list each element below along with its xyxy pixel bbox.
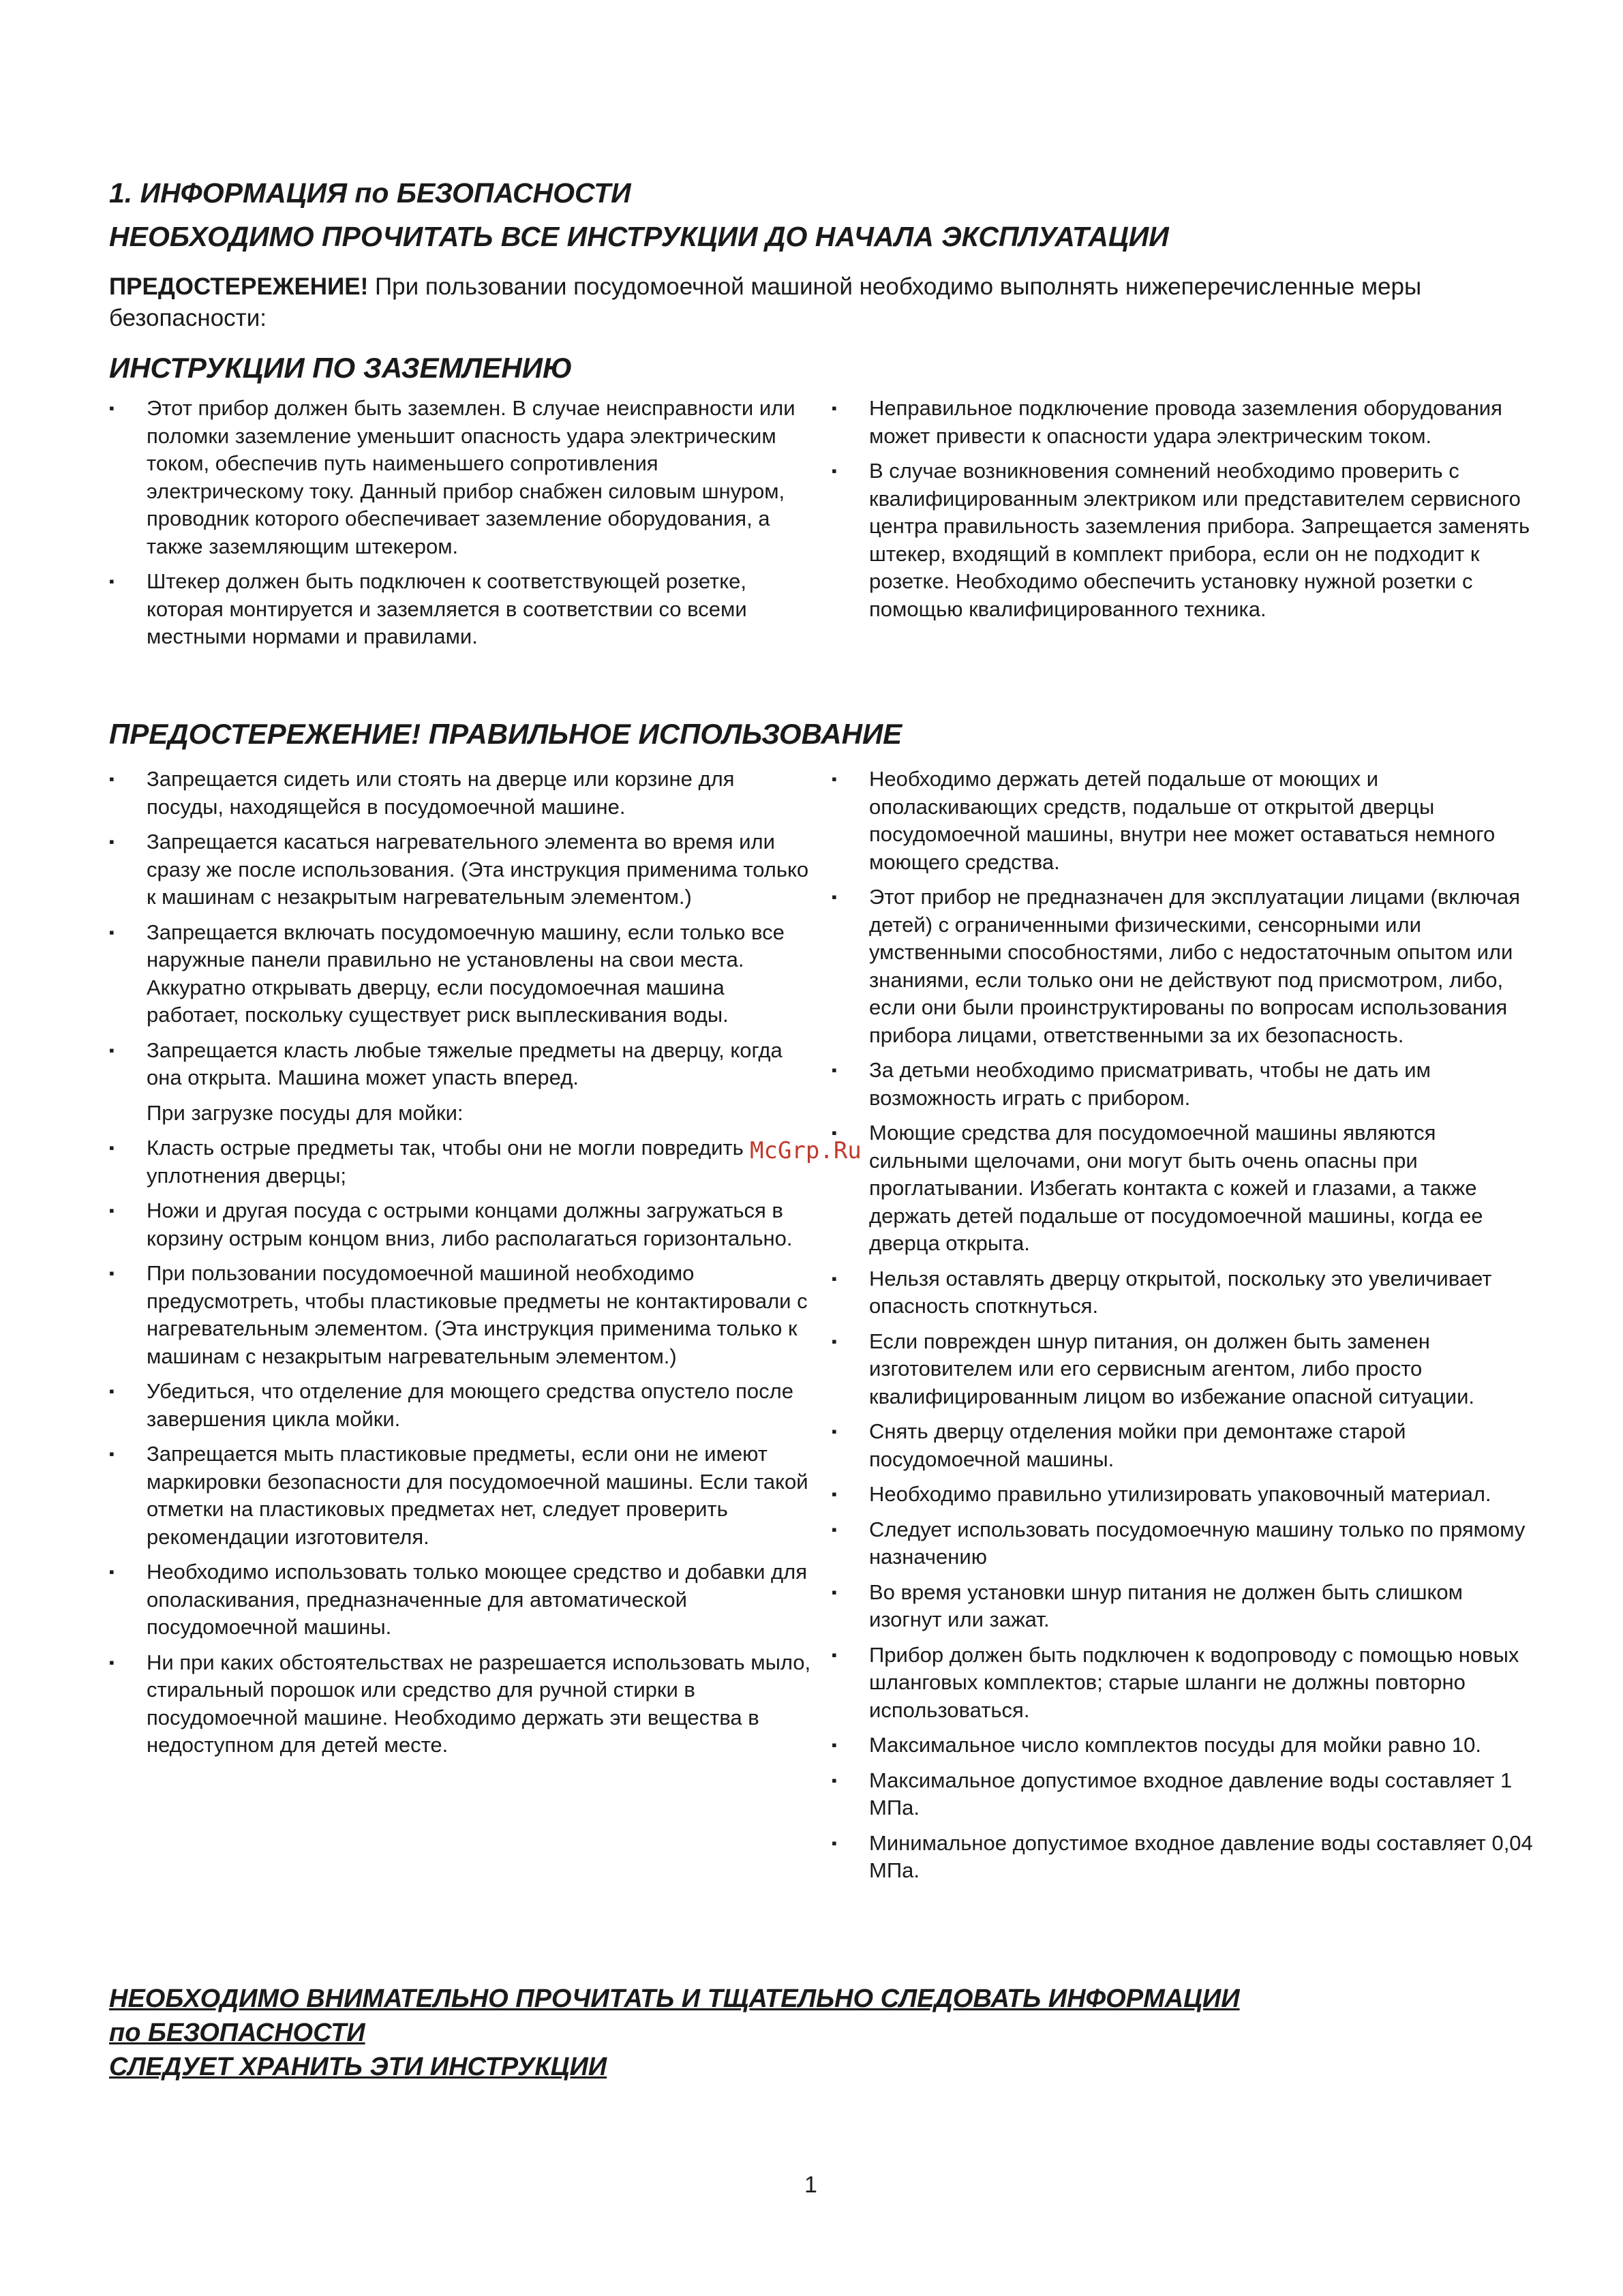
list-item: ▪ Максимальное допустимое входное давление воды составляет 1 МПа. — [832, 1767, 1534, 1822]
usage-heading: ПРЕДОСТЕРЕЖЕНИЕ! ПРАВИЛЬНОЕ ИСПОЛЬЗОВАНИЕ — [109, 718, 902, 750]
list-item: ▪ Запрещается касаться нагревательного элемента во время или сразу же после использования. (Эта инструкция применима только к машинам с незакрытым нагревательным элементом.) — [109, 828, 811, 911]
section-subtitle: НЕОБХОДИМО ПРОЧИТАТЬ ВСЕ ИНСТРУКЦИИ ДО НАЧАЛА ЭКСПЛУАТАЦИИ — [109, 221, 1169, 252]
list-item: ▪ Максимальное число комплектов посуды для мойки равно 10. — [832, 1732, 1534, 1759]
list-item: ▪ Убедиться, что отделение для моющего средства опустело после завершения цикла мойки. — [109, 1378, 811, 1433]
list-item: ▪ Следует использовать посудомоечную машину только по прямому назначению — [832, 1516, 1534, 1571]
grounding-left-column — [109, 395, 811, 659]
list-item: ▪ Запрещается сидеть или стоять на дверце или корзине для посуды, находящейся в посудомоечной машине. — [109, 766, 811, 821]
usage-left-column — [109, 766, 811, 1767]
footer-line-3: СЛЕДУЕТ ХРАНИТЬ ЭТИ ИНСТРУКЦИИ — [109, 2053, 607, 2081]
section-title: 1. ИНФОРМАЦИЯ по БЕЗОПАСНОСТИ — [109, 177, 631, 209]
footer-line-1: НЕОБХОДИМО ВНИМАТЕЛЬНО ПРОЧИТАТЬ И ТЩАТЕЛЬНО СЛЕДОВАТЬ ИНФОРМАЦИИ — [109, 1984, 1240, 2013]
list-item: ▪ Во время установки шнур питания не должен быть слишком изогнут или зажат. — [832, 1579, 1534, 1634]
intro-warning — [109, 271, 1513, 334]
list-item: ▪ Необходимо держать детей подальше от моющих и ополаскивающих средств, подальше от открытой дверцы посудомоечной машины, внутри нее может оставаться немного моющего средства. — [832, 766, 1534, 876]
list-item: ▪ Этот прибор не предназначен для эксплуатации лицами (включая детей) с ограниченными физическими, сенсорными или умственными способностями, либо с недостаточным опытом или знаниями, если только они не действуют под присмотром, либо, если они были проинструктированы по вопросам использования прибора лицами, ответственными за их безопасность. — [832, 883, 1534, 1049]
list-item: ▪ Нельзя оставлять дверцу открытой, поскольку это увеличивает опасность споткнуться. — [832, 1265, 1534, 1320]
list-item: ▪ При пользовании посудомоечной машиной необходимо предусмотреть, чтобы пластиковые предметы не контактировали с нагревательным элементом. (Эта инструкция применима только к машинам с незакрытым нагревательным элементом.) — [109, 1260, 811, 1370]
footer-line-2: по БЕЗОПАСНОСТИ — [109, 2019, 365, 2047]
list-item: ▪ Минимальное допустимое входное давление воды составляет 0,04 МПа. — [832, 1830, 1534, 1885]
list-item: ▪ Запрещается включать посудомоечную машину, если только все наружные панели правильно не установлены на свои места. Аккуратно открывать дверцу, если посудомоечная машина работает, поскольку существует риск выплескивания воды. — [109, 919, 811, 1029]
list-item: ▪ Если поврежден шнур питания, он должен быть заменен изготовителем или его сервисным агентом, либо просто квалифицированным лицом во избежание опасной ситуации. — [832, 1328, 1534, 1411]
usage-right-column — [832, 766, 1534, 1892]
list-item: ▪ Прибор должен быть подключен к водопроводу с помощью новых шланговых комплектов; старые шланги не должны повторно использоваться. — [832, 1642, 1534, 1725]
list-item: ▪ В случае возникновения сомнений необходимо проверить с квалифицированным электриком или представителем сервисного центра правильность заземления прибора. Запрещается заменять штекер, входящий в комплект прибора, если он не подходит к розетке. Необходимо обеспечить установку нужной розетки с помощью квалифицированного техника. — [832, 457, 1534, 623]
list-subheading: При загрузке посуды для мойки: — [147, 1100, 464, 1125]
list-item: ▪ Штекер должен быть подключен к соответствующей розетке, которая монтируется и заземляется в соответствии со всеми местными нормами и правилами. — [109, 568, 811, 651]
list-item: ▪ Запрещается мыть пластиковые предметы, если они не имеют маркировки безопасности для посудомоечной машины. Если такой отметки на пластиковых предметах нет, следует проверить рекомендации изготовителя. — [109, 1440, 811, 1551]
list-item: ▪ Необходимо использовать только моющее средство и добавки для ополаскивания, предназначенные для автоматической посудомоечной машины. — [109, 1558, 811, 1642]
list-item: ▪ Этот прибор должен быть заземлен. В случае неисправности или поломки заземление уменьшит опасность удара электрическим током, обеспечив путь наименьшего сопротивления электрическому току. Данный прибор снабжен силовым шнуром, проводник которого обеспечивает заземление оборудования, а также заземляющим штекером. — [109, 395, 811, 560]
list-item: ▪ Необходимо правильно утилизировать упаковочный материал. — [832, 1481, 1534, 1509]
list-item: ▪ Ножи и другая посуда с острыми концами должны загружаться в корзину острым концом вниз, либо располагаться горизонтально. — [109, 1197, 811, 1252]
list-item: ▪ Снять дверцу отделения мойки при демонтаже старой посудомоечной машины. — [832, 1418, 1534, 1473]
warning-text: При пользовании посудомоечной машиной необходимо выполнять нижеперечисленные меры безопасности: — [109, 273, 1422, 331]
list-item: ▪ Моющие средства для посудомоечной машины являются сильными щелочами, они могут быть очень опасны при проглатывании. Избегать контакта с кожей и глазами, а также держать детей подальше от посудомоечной машины, когда ее дверца открыта. — [832, 1119, 1534, 1258]
list-item: ▪ Запрещается класть любые тяжелые предметы на дверцу, когда она открыта. Машина может упасть вперед. — [109, 1037, 811, 1092]
watermark: McGrp.Ru — [750, 1137, 862, 1164]
list-item: ▪ Класть острые предметы так, чтобы они не могли повредить уплотнения дверцы; — [109, 1134, 811, 1190]
grounding-right-column — [832, 395, 1534, 631]
warning-label: ПРЕДОСТЕРЕЖЕНИЕ! — [109, 273, 369, 300]
page-number: 1 — [804, 2172, 817, 2198]
grounding-heading: ИНСТРУКЦИИ ПО ЗАЗЕМЛЕНИЮ — [109, 352, 573, 384]
list-item: ▪ За детьми необходимо присматривать, чтобы не дать им возможность играть с прибором. — [832, 1057, 1534, 1112]
list-item: ▪ Неправильное подключение провода заземления оборудования может привести к опасности удара электрическим током. — [832, 395, 1534, 450]
list-item: ▪ Ни при каких обстоятельствах не разрешается использовать мыло, стиральный порошок или средство для ручной стирки в посудомоечной машине. Необходимо держать эти вещества в недоступном для детей месте. — [109, 1649, 811, 1759]
